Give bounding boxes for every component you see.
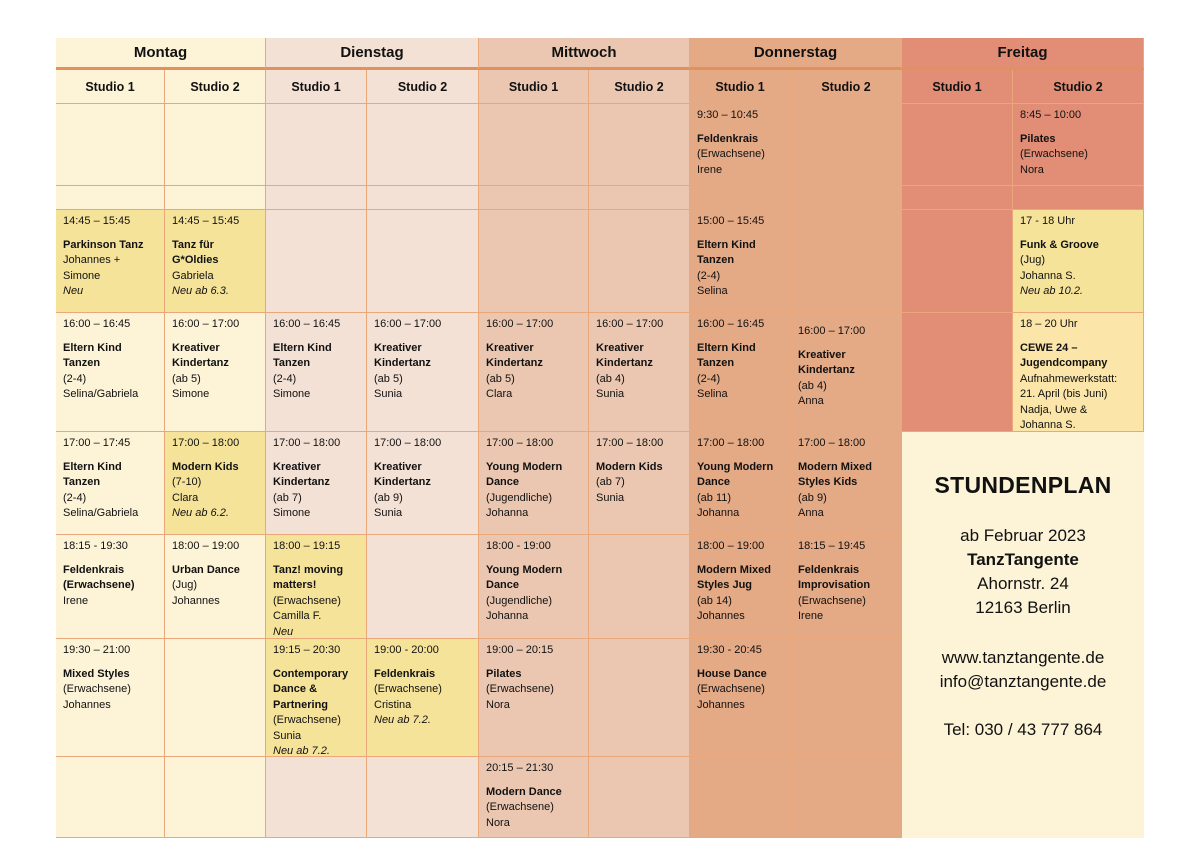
class-time: 17:00 – 18:00 — [172, 437, 240, 449]
class-name: Feldenkrais (Erwachsene) — [63, 563, 135, 591]
day-header-mon — [56, 38, 266, 70]
class-slot[interactable] — [479, 639, 589, 757]
class-slot[interactable] — [791, 535, 902, 639]
studio-header-tue-1 — [266, 70, 367, 104]
empty-slot — [791, 104, 902, 186]
class-time: 18:00 – 19:15 — [273, 540, 341, 552]
class-time: 16:00 – 17:00 — [798, 325, 866, 337]
class-time: 18:15 – 19:45 — [798, 540, 866, 552]
class-slot[interactable] — [589, 313, 690, 432]
class-detail: (Erwachsene) — [697, 683, 765, 695]
empty-slot — [589, 757, 690, 838]
studio-header-mon-1 — [56, 70, 165, 104]
class-time: 9:30 – 10:45 — [697, 109, 759, 121]
class-name: Pilates — [486, 667, 522, 680]
class-slot[interactable] — [479, 313, 589, 432]
empty-slot — [266, 757, 367, 838]
class-name: Modern Mixed Styles Jug — [697, 563, 771, 591]
class-detail: Johannes — [172, 594, 220, 607]
class-detail: (7-10) — [172, 476, 202, 488]
street-address: Ahornstr. 24 — [977, 574, 1069, 593]
class-detail: Irene — [63, 594, 89, 607]
empty-slot — [165, 757, 266, 838]
studio-header-label: Studio 1 — [85, 79, 135, 94]
class-slot[interactable] — [479, 535, 589, 639]
class-time: 16:00 – 17:00 — [172, 318, 240, 330]
class-detail: (2-4) — [273, 372, 297, 385]
class-detail: Johannes — [697, 610, 745, 622]
class-detail: Anna — [798, 507, 824, 519]
studio-header-label: Studio 2 — [1053, 79, 1103, 94]
day-header-label: Freitag — [997, 44, 1048, 61]
day-header-fri — [902, 38, 1144, 70]
class-name: Young Modern Dance — [486, 563, 563, 591]
class-detail: (Erwachsene) — [1020, 148, 1088, 160]
class-detail: Clara — [486, 388, 513, 400]
class-slot[interactable] — [266, 432, 367, 535]
class-time: 14:45 – 15:45 — [172, 215, 240, 227]
studio-header-label: Studio 1 — [932, 79, 982, 94]
empty-slot — [690, 186, 791, 210]
class-name: Contemporary Dance & Partnering — [273, 667, 349, 711]
class-detail: Aufnahmewerkstatt: — [1020, 372, 1118, 385]
class-time: 19:00 - 20:00 — [374, 644, 439, 656]
class-detail: (Erwachsene) — [486, 801, 554, 813]
class-detail: Clara — [172, 491, 199, 504]
class-detail: (Erwachsene) — [273, 714, 341, 726]
class-detail: (2-4) — [63, 372, 87, 385]
class-time: 17:00 – 18:00 — [486, 437, 554, 449]
class-time: 18:15 - 19:30 — [63, 540, 128, 552]
empty-slot — [589, 535, 690, 639]
class-slot[interactable] — [266, 535, 367, 639]
class-time: 17 - 18 Uhr — [1020, 215, 1076, 227]
class-slot[interactable] — [1013, 313, 1144, 432]
class-detail: (ab 7) — [273, 491, 302, 504]
class-detail: (ab 9) — [374, 491, 403, 504]
class-slot[interactable] — [479, 432, 589, 535]
class-detail: (Jug) — [172, 579, 198, 591]
class-detail: Johannes — [697, 698, 745, 711]
class-detail: (ab 5) — [486, 372, 515, 385]
class-slot[interactable] — [1013, 210, 1144, 313]
class-detail: Nora — [486, 816, 510, 829]
class-slot[interactable] — [589, 432, 690, 535]
class-detail: (ab 9) — [798, 491, 827, 504]
class-time: 17:00 – 17:45 — [63, 437, 131, 449]
class-slot[interactable] — [56, 639, 165, 757]
class-time: 15:00 – 15:45 — [697, 215, 765, 227]
class-detail: Camilla F. — [273, 610, 322, 622]
day-header-label: Donnerstag — [753, 44, 838, 61]
class-time: 16:00 – 17:00 — [374, 318, 442, 330]
class-name: Tanz für G*Oldies — [172, 238, 219, 266]
class-detail: 21. April (bis Juni) — [1020, 388, 1108, 400]
studio-header-label: Studio 1 — [291, 79, 341, 94]
empty-slot — [902, 313, 1013, 432]
class-detail: Johanna — [486, 610, 529, 622]
class-detail: Sunia — [374, 507, 403, 519]
empty-slot — [266, 104, 367, 186]
studio-header-fri-2 — [1013, 70, 1144, 104]
empty-slot — [367, 104, 479, 186]
class-time: 19:30 – 21:00 — [63, 644, 131, 656]
class-detail: Simone — [63, 269, 101, 282]
class-time: 17:00 – 18:00 — [374, 437, 442, 449]
class-detail: Irene — [697, 163, 723, 176]
class-detail: Selina/Gabriela — [63, 388, 139, 400]
class-slot[interactable] — [56, 313, 165, 432]
class-slot[interactable] — [367, 313, 479, 432]
class-new-note: Neu ab 7.2. — [273, 745, 330, 757]
class-detail: Sunia — [596, 388, 625, 400]
class-detail: Cristina — [374, 698, 412, 711]
class-name: Feldenkrais Improvisation — [798, 563, 871, 591]
empty-slot — [589, 639, 690, 757]
day-header-tue — [266, 38, 479, 70]
class-name: Young Modern Dance — [697, 460, 774, 488]
class-name: Eltern Kind Tanzen — [697, 341, 756, 369]
class-detail: Nora — [1020, 163, 1044, 176]
class-name: Modern Kids — [172, 460, 239, 473]
class-slot[interactable] — [479, 757, 589, 838]
class-detail: Johanna S. — [1020, 269, 1076, 282]
class-detail: Johannes — [63, 698, 111, 711]
day-header-label: Mittwoch — [551, 44, 617, 61]
studio-header-label: Studio 2 — [397, 79, 448, 94]
class-detail: Selina — [697, 388, 728, 400]
class-slot[interactable] — [690, 313, 791, 432]
empty-slot — [165, 104, 266, 186]
class-time: 19:30 - 20:45 — [697, 644, 762, 656]
class-slot[interactable] — [266, 639, 367, 757]
class-time: 16:00 – 16:45 — [697, 318, 765, 330]
class-slot[interactable] — [266, 313, 367, 432]
studio-header-thu-1 — [690, 70, 791, 104]
empty-slot — [479, 210, 589, 313]
class-slot[interactable] — [690, 535, 791, 639]
city-address: 12163 Berlin — [975, 598, 1071, 617]
studio-name: TanzTangente — [967, 550, 1079, 569]
class-name: Kreativer Kindertanz — [172, 341, 229, 369]
empty-slot — [479, 104, 589, 186]
class-detail: Nora — [486, 698, 510, 711]
class-name: Kreativer Kindertanz — [374, 460, 431, 488]
class-detail: Gabriela — [172, 269, 214, 282]
class-detail: (2-4) — [697, 372, 721, 385]
class-slot[interactable] — [165, 432, 266, 535]
class-detail: (Erwachsene) — [273, 594, 341, 607]
class-name: Modern Kids — [596, 460, 663, 473]
class-slot[interactable] — [690, 104, 791, 186]
studio-header-tue-2 — [367, 70, 479, 104]
empty-slot — [367, 210, 479, 313]
empty-slot — [589, 104, 690, 186]
empty-slot — [266, 210, 367, 313]
class-name: Kreativer Kindertanz — [596, 341, 653, 369]
class-time: 18:00 – 19:00 — [172, 540, 240, 552]
class-detail: (Erwachsene) — [697, 148, 765, 160]
class-time: 18 – 20 Uhr — [1020, 318, 1078, 330]
studio-header-fri-1 — [902, 70, 1013, 104]
empty-slot — [791, 639, 902, 757]
class-slot[interactable] — [1013, 104, 1144, 186]
empty-slot — [902, 186, 1013, 210]
class-name: Kreativer Kindertanz — [374, 341, 431, 369]
studio-header-thu-2 — [791, 70, 902, 104]
class-name: House Dance — [697, 667, 767, 680]
class-name: Eltern Kind Tanzen — [697, 238, 756, 266]
timetable-title: STUNDENPLAN — [934, 472, 1112, 498]
class-new-note: Neu ab 7.2. — [374, 714, 431, 726]
studio-header-label: Studio 2 — [821, 79, 871, 94]
class-name: CEWE 24 – Jugendcompany — [1020, 341, 1108, 369]
day-header-label: Montag — [133, 44, 188, 61]
class-name: Eltern Kind Tanzen — [273, 341, 332, 369]
empty-slot — [902, 210, 1013, 313]
empty-slot — [791, 210, 902, 313]
class-name: Funk & Groove — [1020, 238, 1099, 251]
class-detail: (ab 5) — [172, 372, 201, 385]
class-detail: (Erwachsene) — [374, 683, 442, 695]
class-name: Tanz! moving matters! — [273, 563, 344, 591]
class-slot[interactable] — [791, 432, 902, 535]
class-slot[interactable] — [165, 313, 266, 432]
day-header-thu — [690, 38, 902, 70]
class-name: Kreativer Kindertanz — [273, 460, 330, 488]
phone-number: Tel: 030 / 43 777 864 — [943, 720, 1103, 739]
class-detail: (ab 4) — [798, 379, 827, 392]
class-name: Urban Dance — [172, 563, 240, 576]
class-time: 17:00 – 18:00 — [798, 437, 866, 449]
class-new-note: Neu — [63, 285, 84, 297]
class-detail: Irene — [798, 610, 824, 622]
class-time: 19:15 – 20:30 — [273, 644, 341, 656]
class-time: 14:45 – 15:45 — [63, 215, 131, 227]
empty-slot — [367, 757, 479, 838]
class-detail: (Jugendliche) — [486, 491, 553, 504]
studio-header-label: Studio 2 — [190, 79, 240, 94]
class-slot[interactable] — [56, 432, 165, 535]
class-new-note: Neu ab 6.3. — [172, 285, 229, 297]
class-detail: Selina — [697, 285, 728, 297]
class-detail: (Erwachsene) — [486, 683, 554, 695]
class-detail: Sunia — [596, 491, 625, 504]
empty-slot — [266, 186, 367, 210]
class-detail: Simone — [172, 388, 210, 400]
class-slot[interactable] — [690, 639, 791, 757]
class-detail: Sunia — [374, 388, 403, 400]
class-time: 17:00 – 18:00 — [273, 437, 341, 449]
info-panel — [902, 432, 1144, 838]
website-link[interactable]: www.tanztangente.de — [941, 648, 1105, 667]
day-header-label: Dienstag — [340, 44, 404, 61]
class-name: Feldenkrais — [697, 132, 759, 145]
class-detail: (Jugendliche) — [486, 594, 553, 607]
empty-slot — [165, 186, 266, 210]
class-detail: Johanna S. — [1020, 419, 1076, 431]
studio-header-wed-2 — [589, 70, 690, 104]
valid-from: ab Februar 2023 — [960, 526, 1086, 545]
class-detail: (Erwachsene) — [798, 594, 866, 607]
studio-header-wed-1 — [479, 70, 589, 104]
class-slot[interactable] — [56, 535, 165, 639]
class-new-note: Neu ab 6.2. — [172, 507, 229, 519]
class-slot[interactable] — [165, 210, 266, 313]
class-name: Eltern Kind Tanzen — [63, 460, 122, 488]
class-detail: Anna — [798, 395, 824, 407]
class-name: Modern Dance — [486, 785, 562, 798]
class-time: 16:00 – 16:45 — [63, 318, 131, 330]
class-detail: Simone — [273, 388, 311, 400]
class-slot[interactable] — [367, 639, 479, 757]
class-detail: Johanna — [486, 507, 529, 519]
class-name: Eltern Kind Tanzen — [63, 341, 122, 369]
class-time: 16:00 – 16:45 — [273, 318, 341, 330]
empty-slot — [56, 757, 165, 838]
empty-slot — [791, 757, 902, 838]
class-slot[interactable] — [165, 535, 266, 639]
class-slot[interactable] — [791, 313, 902, 432]
class-detail: Selina/Gabriela — [63, 507, 139, 519]
class-new-note: Neu — [273, 625, 294, 638]
empty-slot — [56, 104, 165, 186]
class-detail: Johannes + — [63, 254, 121, 266]
class-name: Kreativer Kindertanz — [486, 341, 543, 369]
empty-slot — [56, 186, 165, 210]
studio-header-label: Studio 2 — [614, 79, 664, 94]
class-time: 17:00 – 18:00 — [596, 437, 664, 449]
class-detail: Simone — [273, 507, 311, 519]
class-name: Young Modern Dance — [486, 460, 563, 488]
class-time: 18:00 - 19:00 — [486, 540, 551, 552]
class-time: 16:00 – 17:00 — [486, 318, 554, 330]
class-name: Kreativer Kindertanz — [798, 348, 855, 376]
empty-slot — [690, 757, 791, 838]
class-time: 20:15 – 21:30 — [486, 762, 554, 774]
class-new-note: Neu ab 10.2. — [1020, 285, 1083, 297]
class-name: Parkinson Tanz — [63, 238, 144, 251]
class-time: 18:00 – 19:00 — [697, 540, 765, 552]
class-detail: Sunia — [273, 729, 302, 742]
class-detail: (ab 11) — [697, 491, 732, 504]
empty-slot — [367, 535, 479, 639]
class-detail: (Erwachsene) — [63, 683, 131, 695]
email-link[interactable]: info@tanztangente.de — [939, 672, 1107, 691]
class-detail: (ab 14) — [697, 594, 732, 607]
class-time: 16:00 – 17:00 — [596, 318, 664, 330]
class-time: 19:00 – 20:15 — [486, 644, 554, 656]
empty-slot — [589, 210, 690, 313]
class-name: Modern Mixed Styles Kids — [798, 460, 872, 488]
studio-header-label: Studio 1 — [715, 79, 765, 94]
empty-slot — [589, 186, 690, 210]
class-name: Mixed Styles — [63, 667, 130, 680]
class-slot[interactable] — [56, 210, 165, 313]
class-name: Feldenkrais — [374, 667, 436, 680]
empty-slot — [902, 104, 1013, 186]
studio-header-mon-2 — [165, 70, 266, 104]
empty-slot — [791, 186, 902, 210]
empty-slot — [1013, 186, 1144, 210]
class-detail: (ab 7) — [596, 476, 625, 488]
class-slot[interactable] — [367, 432, 479, 535]
day-header-wed — [479, 38, 690, 70]
class-slot[interactable] — [690, 432, 791, 535]
studio-header-label: Studio 1 — [508, 79, 559, 94]
empty-slot — [165, 639, 266, 757]
class-detail: Nadja, Uwe & — [1020, 403, 1088, 416]
empty-slot — [367, 186, 479, 210]
class-time: 17:00 – 18:00 — [697, 437, 765, 449]
class-time: 8:45 – 10:00 — [1020, 109, 1082, 121]
class-name: Pilates — [1020, 132, 1056, 145]
class-detail: (2-4) — [63, 491, 87, 504]
empty-slot — [479, 186, 589, 210]
class-detail: (ab 4) — [596, 372, 625, 385]
class-detail: (Jug) — [1020, 254, 1046, 266]
class-detail: Johanna — [697, 507, 740, 519]
class-detail: (ab 5) — [374, 372, 403, 385]
class-detail: (2-4) — [697, 269, 721, 282]
class-slot[interactable] — [690, 210, 791, 313]
